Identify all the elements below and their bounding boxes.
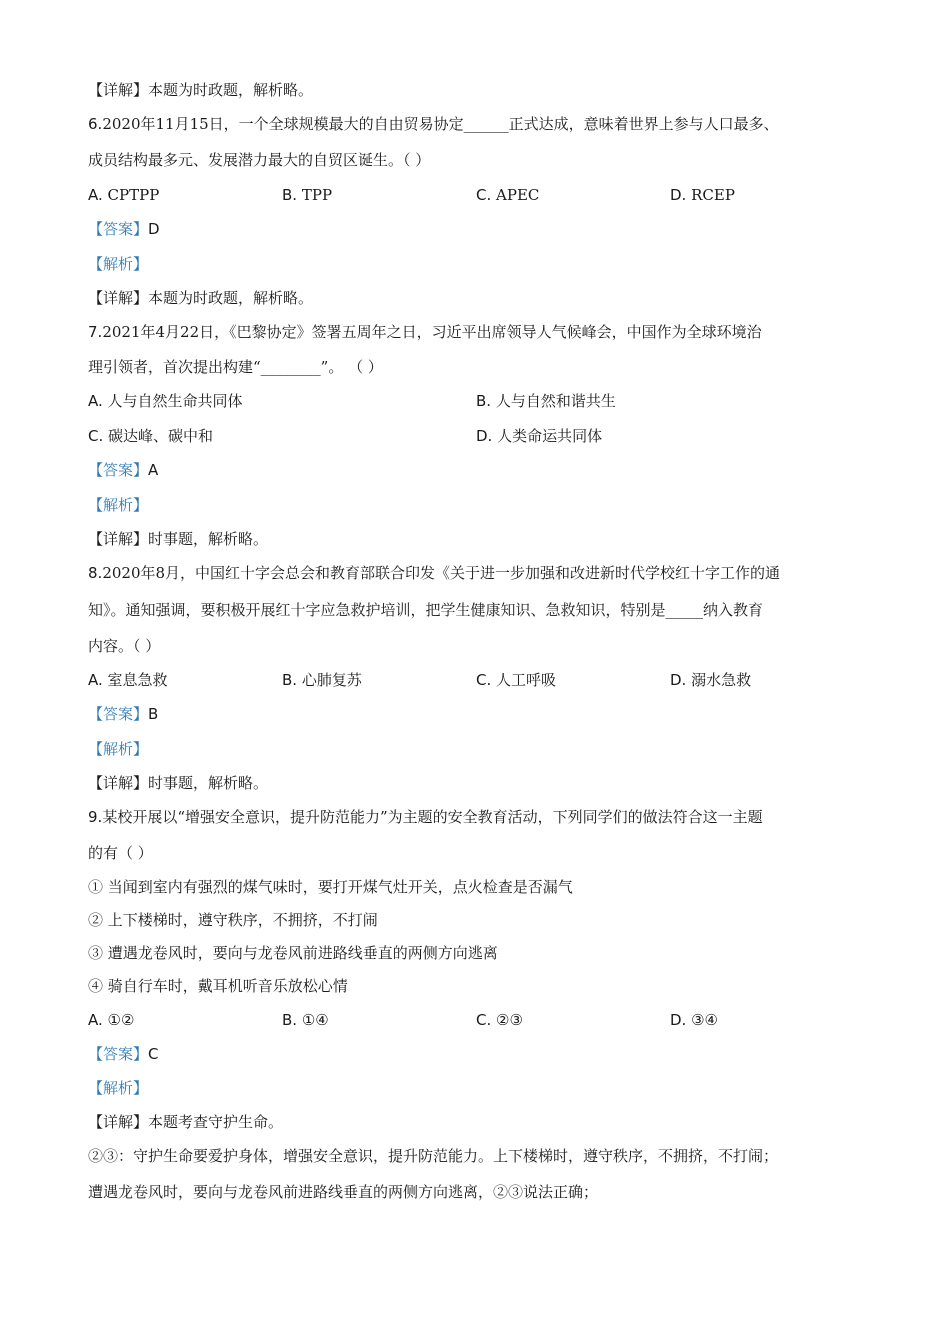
answer-line [88, 704, 158, 724]
question-number: 6. [88, 115, 103, 133]
analysis-line [88, 254, 148, 274]
answer-line [88, 1044, 159, 1064]
option-c: C. 人工呼吸 [476, 671, 557, 689]
answer-value: C [148, 1045, 159, 1063]
option-b: B. ①④ [282, 1011, 329, 1029]
statement-4: ④ 骑自行车时，戴耳机听音乐放松心情 [88, 977, 348, 995]
question-number: 9. [88, 808, 103, 826]
option-d: D. ③④ [670, 1011, 719, 1029]
question-text: 2020年11月15日，一个全球规模最大的自由贸易协定______正式达成，意味着世界上参与人口最多、 [102, 115, 779, 133]
analysis-tag: 【解析】 [88, 255, 149, 273]
answer-tag: 【答案】 [88, 1045, 149, 1063]
answer-tag: 【答案】 [88, 461, 149, 479]
detail-line: 【详解】本题为时政题，解析略。 [88, 289, 314, 307]
detail-text: 本题为时政题，解析略。 [148, 81, 314, 99]
analysis-line [88, 495, 148, 515]
question-text: 内容。（ ） [88, 637, 161, 655]
option-d: D. 溺水急救 [670, 671, 752, 689]
answer-tag: 【答案】 [88, 705, 149, 723]
question-7 [88, 322, 762, 342]
analysis-tag: 【解析】 [88, 496, 149, 514]
detail-line [88, 80, 313, 100]
question-8-line3 [88, 636, 160, 656]
option-d: D. 人类命运共同体 [476, 427, 603, 445]
question-text: 2021年4月22日，《巴黎协定》签署五周年之日，习近平出席领导人气候峰会，中国作为全球环境治 [102, 323, 762, 341]
question-6 [88, 114, 779, 134]
question-text: 2020年8月，中国红十字会总会和教育部联合印发《关于进一步加强和改进新时代学校红十字工作的通 [102, 564, 781, 582]
option-b: B. TPP [282, 186, 333, 204]
explanation-line1: ②③：守护生命要爱护身体，增强安全意识，提升防范能力。上下楼梯时，遵守秩序，不拥挤，不打闹； [88, 1147, 779, 1165]
analysis-tag: 【解析】 [88, 1079, 149, 1097]
analysis-tag: 【解析】 [88, 740, 149, 758]
analysis-line [88, 739, 148, 759]
analysis-line [88, 1078, 148, 1098]
explanation-line2: 遭遇龙卷风时，要向与龙卷风前进路线垂直的两侧方向逃离，②③说法正确； [88, 1183, 599, 1201]
option-a: A. 人与自然生命共同体 [88, 392, 243, 410]
option-a: A. ①② [88, 1011, 135, 1029]
question-8 [88, 563, 780, 583]
question-6-line2 [88, 150, 430, 170]
answer-value: B [148, 705, 159, 723]
question-9-line2 [88, 843, 153, 863]
question-text: 知》。通知强调，要积极开展红十字应急救护培训，把学生健康知识、急救知识，特别是_____纳入教育 [88, 601, 764, 619]
question-text: 成员结构最多元、发展潜力最大的自贸区诞生。（ ） [88, 151, 431, 169]
detail-tag: 【详解】 [88, 81, 149, 99]
question-number: 8. [88, 564, 103, 582]
answer-line [88, 219, 160, 239]
question-text: 的有（ ） [88, 844, 153, 862]
option-b: B. 心肺复苏 [282, 671, 362, 689]
answer-value: A [148, 461, 159, 479]
option-a: A. 室息急救 [88, 671, 168, 689]
detail-line: 【详解】本题考查守护生命。 [88, 1113, 284, 1131]
question-8-line2 [88, 600, 763, 620]
statement-1: ① 当闻到室内有强烈的煤气味时，要打开煤气灶开关，点火检查是否漏气 [88, 878, 573, 896]
statement-2: ② 上下楼梯时，遵守秩序，不拥挤，不打闹 [88, 911, 378, 929]
answer-value: D [148, 220, 160, 238]
question-text: 理引领者，首次提出构建“________”。 （ ） [88, 358, 383, 376]
option-c: C. ②③ [476, 1011, 523, 1029]
question-9 [88, 807, 763, 827]
answer-tag: 【答案】 [88, 220, 149, 238]
option-b: B. 人与自然和谐共生 [476, 392, 616, 410]
option-c: C. APEC [476, 186, 540, 204]
detail-line: 【详解】时事题，解析略。 [88, 774, 269, 792]
statement-3: ③ 遭遇龙卷风时，要向与龙卷风前进路线垂直的两侧方向逃离 [88, 944, 498, 962]
option-a: A. CPTPP [88, 186, 160, 204]
answer-line [88, 460, 158, 480]
detail-line: 【详解】时事题，解析略。 [88, 530, 269, 548]
option-c: C. 碳达峰、碳中和 [88, 427, 214, 445]
question-number: 7. [88, 323, 103, 341]
question-7-line2 [88, 357, 383, 377]
option-d: D. RCEP [670, 186, 735, 204]
question-text: 某校开展以“增强安全意识，提升防范能力”为主题的安全教育活动，下列同学们的做法符合这一主题 [102, 808, 763, 826]
